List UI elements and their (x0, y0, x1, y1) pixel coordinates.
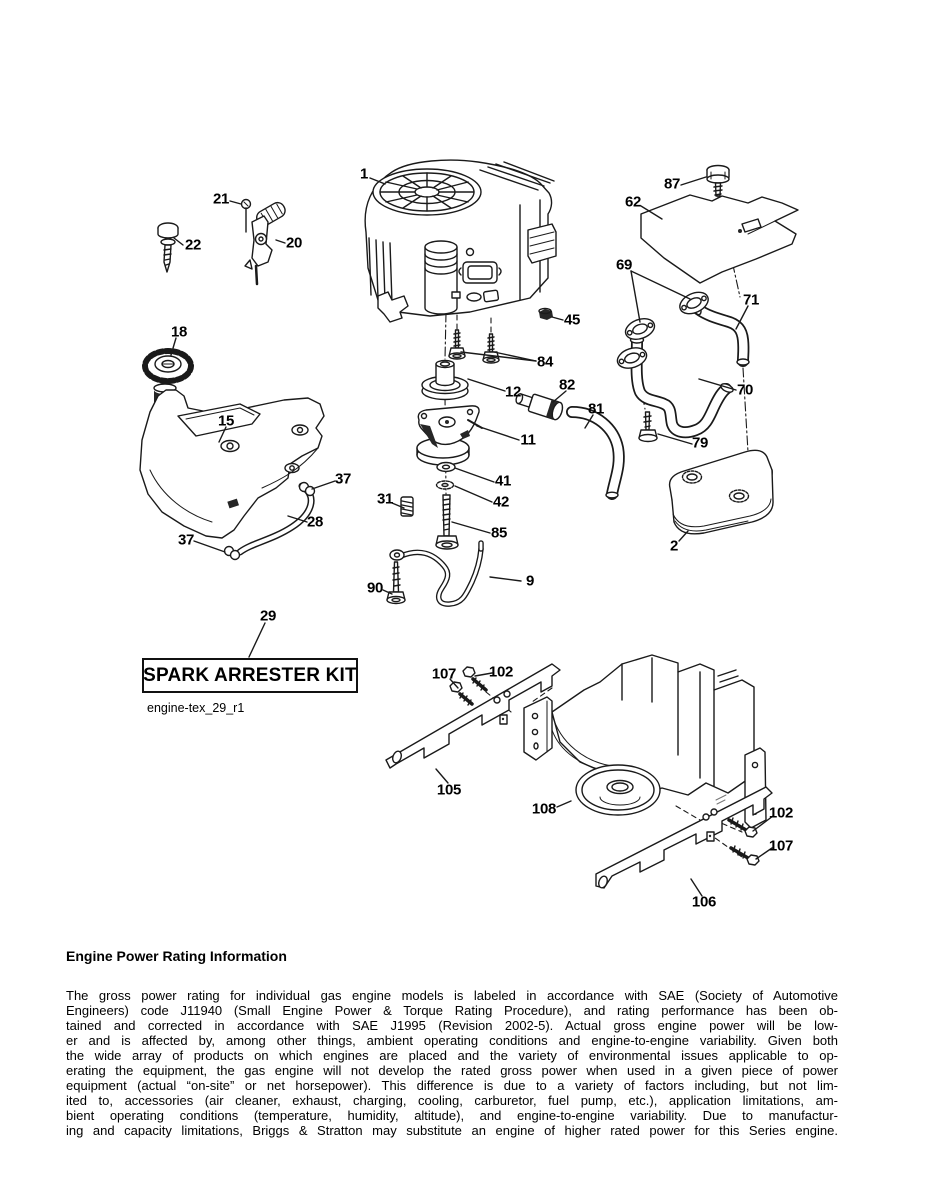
part-hose-81 (572, 412, 619, 498)
part-heat-shield-62 (641, 195, 798, 283)
paragraph-line-4: er and is affected by, among other things, ambient operating conditions and engine-to-engine variability. Given both (66, 1033, 838, 1048)
callout-90-27: 90 (366, 579, 384, 597)
callout-108-32: 108 (531, 800, 557, 818)
paragraph-line-3: tained and corrected in accordance with SAE J1995 (Revision 2002-5). Actual gross engine power will be low- (66, 1018, 838, 1033)
callout-79-17: 79 (691, 434, 709, 452)
part-screw-22 (158, 223, 178, 272)
part-bolt-85 (436, 495, 458, 549)
callout-70-14: 70 (736, 381, 754, 399)
part-bolts-84 (449, 330, 499, 363)
callout-82-11: 82 (558, 376, 576, 394)
callout-107-34: 107 (768, 837, 794, 855)
part-clamp-37-lower (225, 547, 240, 560)
callout-45-8: 45 (563, 311, 581, 329)
callout-9-26: 9 (525, 572, 535, 590)
part-engine (365, 160, 556, 322)
part-bolt-87 (707, 166, 729, 197)
part-nut-45 (539, 309, 553, 321)
callout-28-22: 28 (306, 513, 324, 531)
part-gaskets-69 (615, 288, 712, 372)
part-screw-21 (242, 200, 251, 233)
callout-69-6: 69 (615, 256, 633, 274)
callout-105-31: 105 (436, 781, 462, 799)
callout-81-13: 81 (587, 400, 605, 418)
part-filter-82 (514, 389, 565, 421)
part-washer-41 (437, 463, 455, 472)
callout-102-33: 102 (768, 804, 794, 822)
callout-22-2: 22 (184, 236, 202, 254)
paragraph-line-7: equipment (actual “on-site” or net horsepower). This difference is due to a variety of factors including, but not lim- (66, 1078, 838, 1093)
paragraph-line-10: ing and capacity limitations, Briggs & Stratton may substitute an engine of higher rated power for this Series engine. (66, 1123, 838, 1138)
callout-87-4: 87 (663, 175, 681, 193)
callout-37-24: 37 (177, 531, 195, 549)
callout-41-19: 41 (494, 472, 512, 490)
part-fuel-cap-18 (145, 351, 191, 381)
callout-102-30: 102 (488, 663, 514, 681)
paragraph-line-1: The gross power rating for individual gas engine models is labeled in accordance with SAE (Society of Automotive (66, 988, 838, 1003)
callout-1-0: 1 (359, 165, 369, 183)
part-fuel-tank-15 (140, 384, 324, 538)
callout-11-16: 11 (520, 431, 536, 449)
callout-106-35: 106 (691, 893, 717, 911)
part-spring-31 (401, 497, 413, 516)
part-bolt-79 (639, 412, 657, 442)
callout-12-12: 12 (504, 383, 522, 401)
callout-37-18: 37 (334, 470, 352, 488)
figure-reference-code: engine-tex_29_r1 (147, 701, 245, 715)
callout-84-10: 84 (536, 353, 554, 371)
callout-42-21: 42 (492, 493, 510, 511)
paragraph-line-5: the wide array of products on which engines are placed and the variety of environmental issues applicable to op- (66, 1048, 838, 1063)
part-pulley-12 (422, 361, 468, 400)
paragraph-line-9: bient operating conditions (temperature, humidity, altitude), and engine-to-engine variability. Due to manufactur- (66, 1108, 838, 1123)
callout-21-1: 21 (212, 190, 230, 208)
callout-62-5: 62 (624, 193, 642, 211)
spark-arrester-kit-label: SPARK ARRESTER KIT (143, 664, 357, 686)
callout-18-9: 18 (170, 323, 188, 341)
paragraph-line-2: Engineers) code J11940 (Small Engine Power & Torque Rating Procedure), and rating performance has been ob- (66, 1003, 838, 1018)
callout-20-3: 20 (285, 234, 303, 252)
callout-85-23: 85 (490, 524, 508, 542)
section-paragraph (66, 988, 838, 1138)
part-housing-108 (524, 655, 766, 828)
callout-2-25: 2 (669, 537, 679, 555)
callout-107-29: 107 (431, 665, 457, 683)
paragraph-line-8: ited to, accessories (air cleaner, exhaust, charging, cooling, carburetor, fuel pump, etc.), application limitations, am- (66, 1093, 838, 1108)
part-bolt-90 (387, 562, 405, 604)
callout-29-28: 29 (259, 607, 277, 625)
engine-power-rating-section (66, 948, 838, 1138)
callout-31-20: 31 (376, 490, 394, 508)
section-heading: Engine Power Rating Information (66, 948, 287, 964)
paragraph-line-6: erating the equipment, the gas engine will not develop the rated gross power when used in a given piece of power (66, 1063, 838, 1078)
part-clutch-11 (417, 406, 482, 465)
spark-arrester-kit-box (142, 658, 358, 693)
part-washer-42 (437, 481, 454, 489)
callout-15-15: 15 (217, 412, 235, 430)
callout-71-7: 71 (742, 291, 760, 309)
part-muffler-2 (670, 450, 773, 534)
